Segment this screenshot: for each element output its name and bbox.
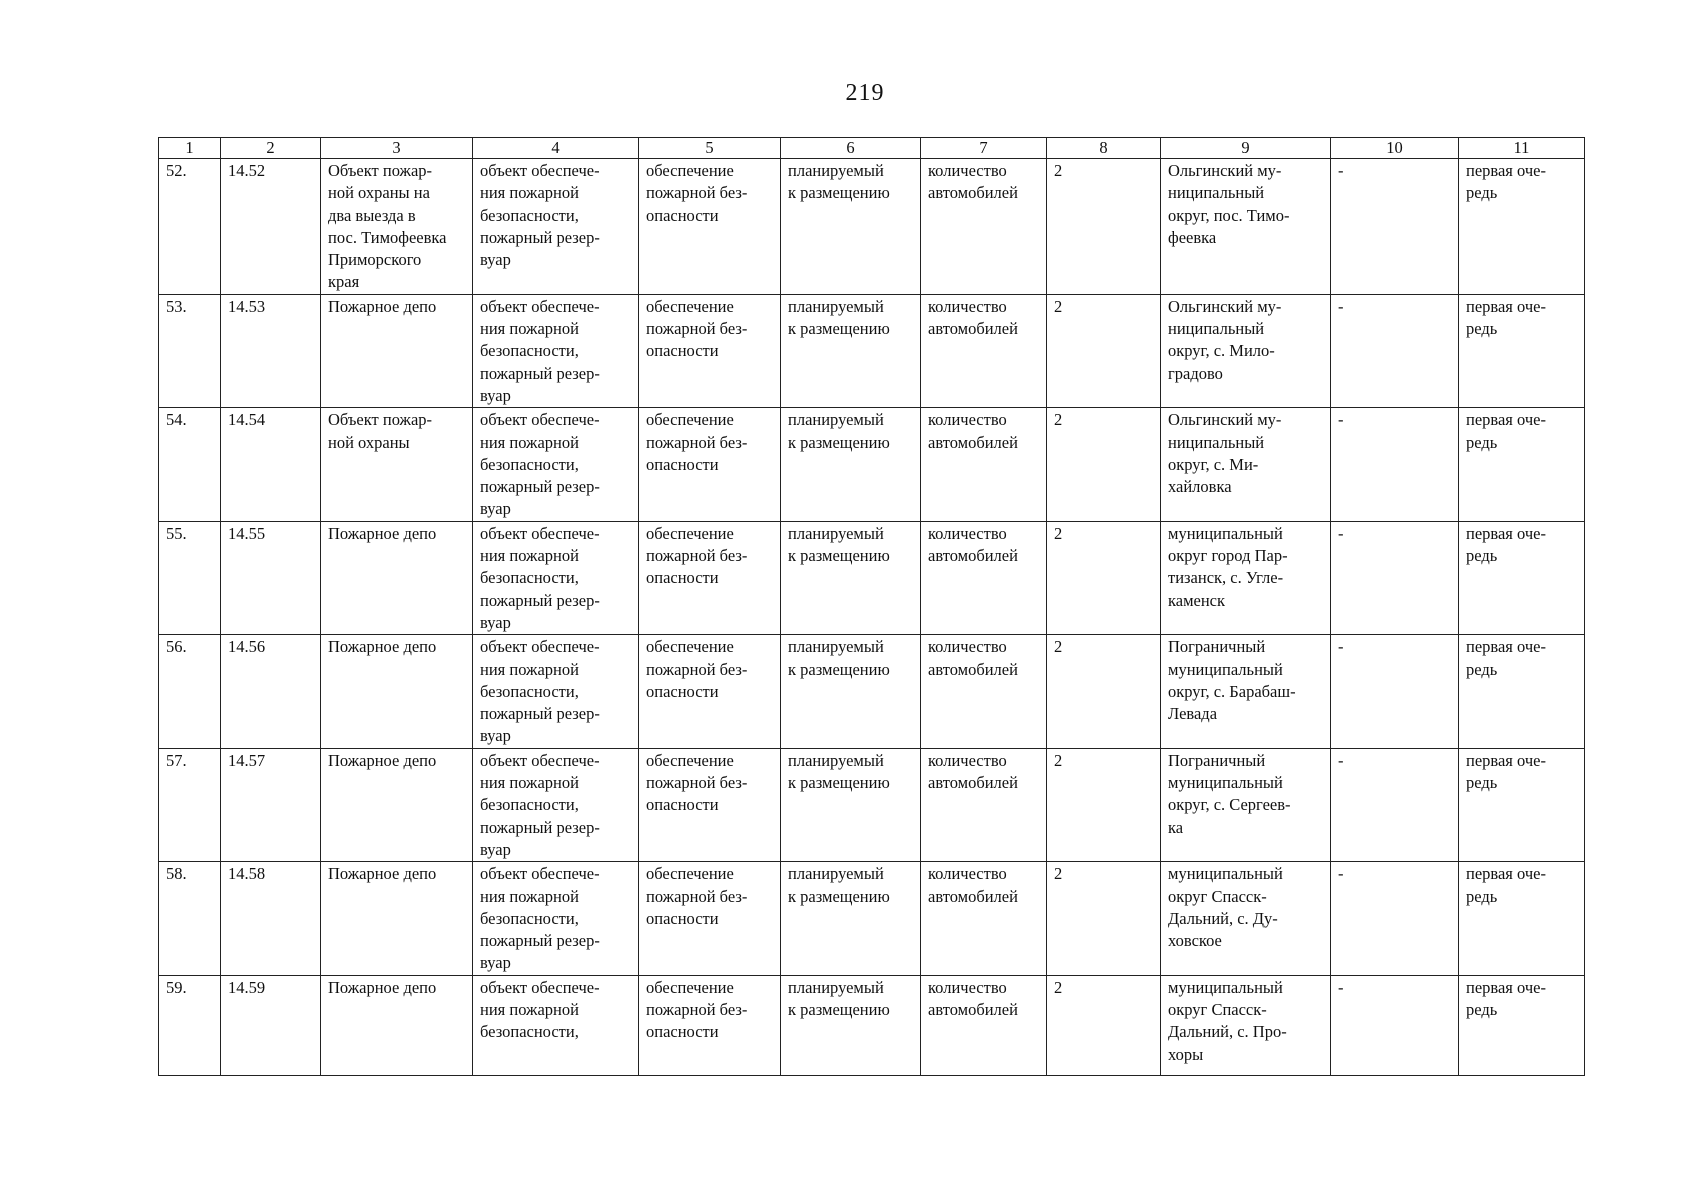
object-name-cell: Пожарное депо xyxy=(321,294,473,407)
table-row xyxy=(159,862,1585,975)
column-number: 4 xyxy=(473,138,639,159)
column-number-row xyxy=(159,138,1585,159)
stage-cell: первая оче- редь xyxy=(1459,635,1585,748)
row-number-cell: 54. xyxy=(159,408,221,521)
location-cell: муниципальный округ Спасск- Дальний, с. Про- хоры xyxy=(1161,975,1331,1075)
value-cell: 2 xyxy=(1047,635,1161,748)
object-code-cell: 14.56 xyxy=(221,635,321,748)
column-number: 8 xyxy=(1047,138,1161,159)
table-row xyxy=(159,408,1585,521)
table-row xyxy=(159,975,1585,1075)
object-code-cell: 14.58 xyxy=(221,862,321,975)
facilities-table xyxy=(158,137,1585,1076)
status-cell: планируемый к размещению xyxy=(781,635,921,748)
column-number: 1 xyxy=(159,138,221,159)
characteristic-cell: количество автомобилей xyxy=(921,635,1047,748)
zone-cell: - xyxy=(1331,862,1459,975)
location-cell: муниципальный округ город Пар- тизанск, с. Угле- каменск xyxy=(1161,521,1331,634)
object-type-cell: объект обеспече- ния пожарной безопасности, пожарный резер- вуар xyxy=(473,635,639,748)
characteristic-cell: количество автомобилей xyxy=(921,294,1047,407)
status-cell: планируемый к размещению xyxy=(781,294,921,407)
value-cell: 2 xyxy=(1047,521,1161,634)
stage-cell: первая оче- редь xyxy=(1459,862,1585,975)
status-cell: планируемый к размещению xyxy=(781,159,921,295)
object-type-cell: объект обеспече- ния пожарной безопасности, пожарный резер- вуар xyxy=(473,294,639,407)
column-number: 5 xyxy=(639,138,781,159)
purpose-cell: обеспечение пожарной без- опасности xyxy=(639,159,781,295)
table-row xyxy=(159,635,1585,748)
characteristic-cell: количество автомобилей xyxy=(921,159,1047,295)
stage-cell: первая оче- редь xyxy=(1459,294,1585,407)
table-row xyxy=(159,748,1585,861)
row-number-cell: 52. xyxy=(159,159,221,295)
object-type-cell: объект обеспече- ния пожарной безопасности, пожарный резер- вуар xyxy=(473,862,639,975)
page-number: 219 xyxy=(845,80,885,106)
zone-cell: - xyxy=(1331,294,1459,407)
table-row xyxy=(159,294,1585,407)
value-cell: 2 xyxy=(1047,408,1161,521)
column-number: 3 xyxy=(321,138,473,159)
purpose-cell: обеспечение пожарной без- опасности xyxy=(639,408,781,521)
location-cell: муниципальный округ Спасск- Дальний, с. Ду- ховское xyxy=(1161,862,1331,975)
value-cell: 2 xyxy=(1047,862,1161,975)
value-cell: 2 xyxy=(1047,294,1161,407)
value-cell: 2 xyxy=(1047,159,1161,295)
object-code-cell: 14.54 xyxy=(221,408,321,521)
object-code-cell: 14.52 xyxy=(221,159,321,295)
object-name-cell: Объект пожар- ной охраны на два выезда в пос. Тимофеевка Приморского края xyxy=(321,159,473,295)
object-type-cell: объект обеспече- ния пожарной безопасности, xyxy=(473,975,639,1075)
table-row xyxy=(159,159,1585,295)
row-number-cell: 56. xyxy=(159,635,221,748)
object-code-cell: 14.59 xyxy=(221,975,321,1075)
object-type-cell: объект обеспече- ния пожарной безопасности, пожарный резер- вуар xyxy=(473,748,639,861)
object-name-cell: Объект пожар- ной охраны xyxy=(321,408,473,521)
characteristic-cell: количество автомобилей xyxy=(921,975,1047,1075)
object-name-cell: Пожарное депо xyxy=(321,862,473,975)
status-cell: планируемый к размещению xyxy=(781,862,921,975)
row-number-cell: 58. xyxy=(159,862,221,975)
stage-cell: первая оче- редь xyxy=(1459,748,1585,861)
characteristic-cell: количество автомобилей xyxy=(921,408,1047,521)
object-name-cell: Пожарное депо xyxy=(321,975,473,1075)
object-code-cell: 14.57 xyxy=(221,748,321,861)
purpose-cell: обеспечение пожарной без- опасности xyxy=(639,635,781,748)
value-cell: 2 xyxy=(1047,975,1161,1075)
stage-cell: первая оче- редь xyxy=(1459,521,1585,634)
row-number-cell: 57. xyxy=(159,748,221,861)
stage-cell: первая оче- редь xyxy=(1459,159,1585,295)
object-name-cell: Пожарное депо xyxy=(321,748,473,861)
purpose-cell: обеспечение пожарной без- опасности xyxy=(639,294,781,407)
stage-cell: первая оче- редь xyxy=(1459,408,1585,521)
object-name-cell: Пожарное депо xyxy=(321,521,473,634)
column-number: 11 xyxy=(1459,138,1585,159)
location-cell: Пограничный муниципальный округ, с. Барабаш- Левада xyxy=(1161,635,1331,748)
zone-cell: - xyxy=(1331,635,1459,748)
purpose-cell: обеспечение пожарной без- опасности xyxy=(639,521,781,634)
row-number-cell: 53. xyxy=(159,294,221,407)
location-cell: Ольгинский му- ниципальный округ, с. Мило- градово xyxy=(1161,294,1331,407)
status-cell: планируемый к размещению xyxy=(781,748,921,861)
purpose-cell: обеспечение пожарной без- опасности xyxy=(639,975,781,1075)
object-code-cell: 14.55 xyxy=(221,521,321,634)
column-number: 6 xyxy=(781,138,921,159)
status-cell: планируемый к размещению xyxy=(781,521,921,634)
zone-cell: - xyxy=(1331,408,1459,521)
object-name-cell: Пожарное депо xyxy=(321,635,473,748)
object-type-cell: объект обеспече- ния пожарной безопасности, пожарный резер- вуар xyxy=(473,408,639,521)
column-number: 2 xyxy=(221,138,321,159)
zone-cell: - xyxy=(1331,521,1459,634)
location-cell: Ольгинский му- ниципальный округ, пос. Тимо- феевка xyxy=(1161,159,1331,295)
object-type-cell: объект обеспече- ния пожарной безопасности, пожарный резер- вуар xyxy=(473,159,639,295)
stage-cell: первая оче- редь xyxy=(1459,975,1585,1075)
object-code-cell: 14.53 xyxy=(221,294,321,407)
row-number-cell: 55. xyxy=(159,521,221,634)
location-cell: Ольгинский му- ниципальный округ, с. Ми- хайловка xyxy=(1161,408,1331,521)
table-row xyxy=(159,521,1585,634)
row-number-cell: 59. xyxy=(159,975,221,1075)
purpose-cell: обеспечение пожарной без- опасности xyxy=(639,748,781,861)
characteristic-cell: количество автомобилей xyxy=(921,862,1047,975)
value-cell: 2 xyxy=(1047,748,1161,861)
column-number: 9 xyxy=(1161,138,1331,159)
zone-cell: - xyxy=(1331,748,1459,861)
zone-cell: - xyxy=(1331,159,1459,295)
purpose-cell: обеспечение пожарной без- опасности xyxy=(639,862,781,975)
location-cell: Пограничный муниципальный округ, с. Сергеев- ка xyxy=(1161,748,1331,861)
column-number: 7 xyxy=(921,138,1047,159)
status-cell: планируемый к размещению xyxy=(781,408,921,521)
column-number: 10 xyxy=(1331,138,1459,159)
characteristic-cell: количество автомобилей xyxy=(921,748,1047,861)
zone-cell: - xyxy=(1331,975,1459,1075)
object-type-cell: объект обеспече- ния пожарной безопасности, пожарный резер- вуар xyxy=(473,521,639,634)
status-cell: планируемый к размещению xyxy=(781,975,921,1075)
characteristic-cell: количество автомобилей xyxy=(921,521,1047,634)
